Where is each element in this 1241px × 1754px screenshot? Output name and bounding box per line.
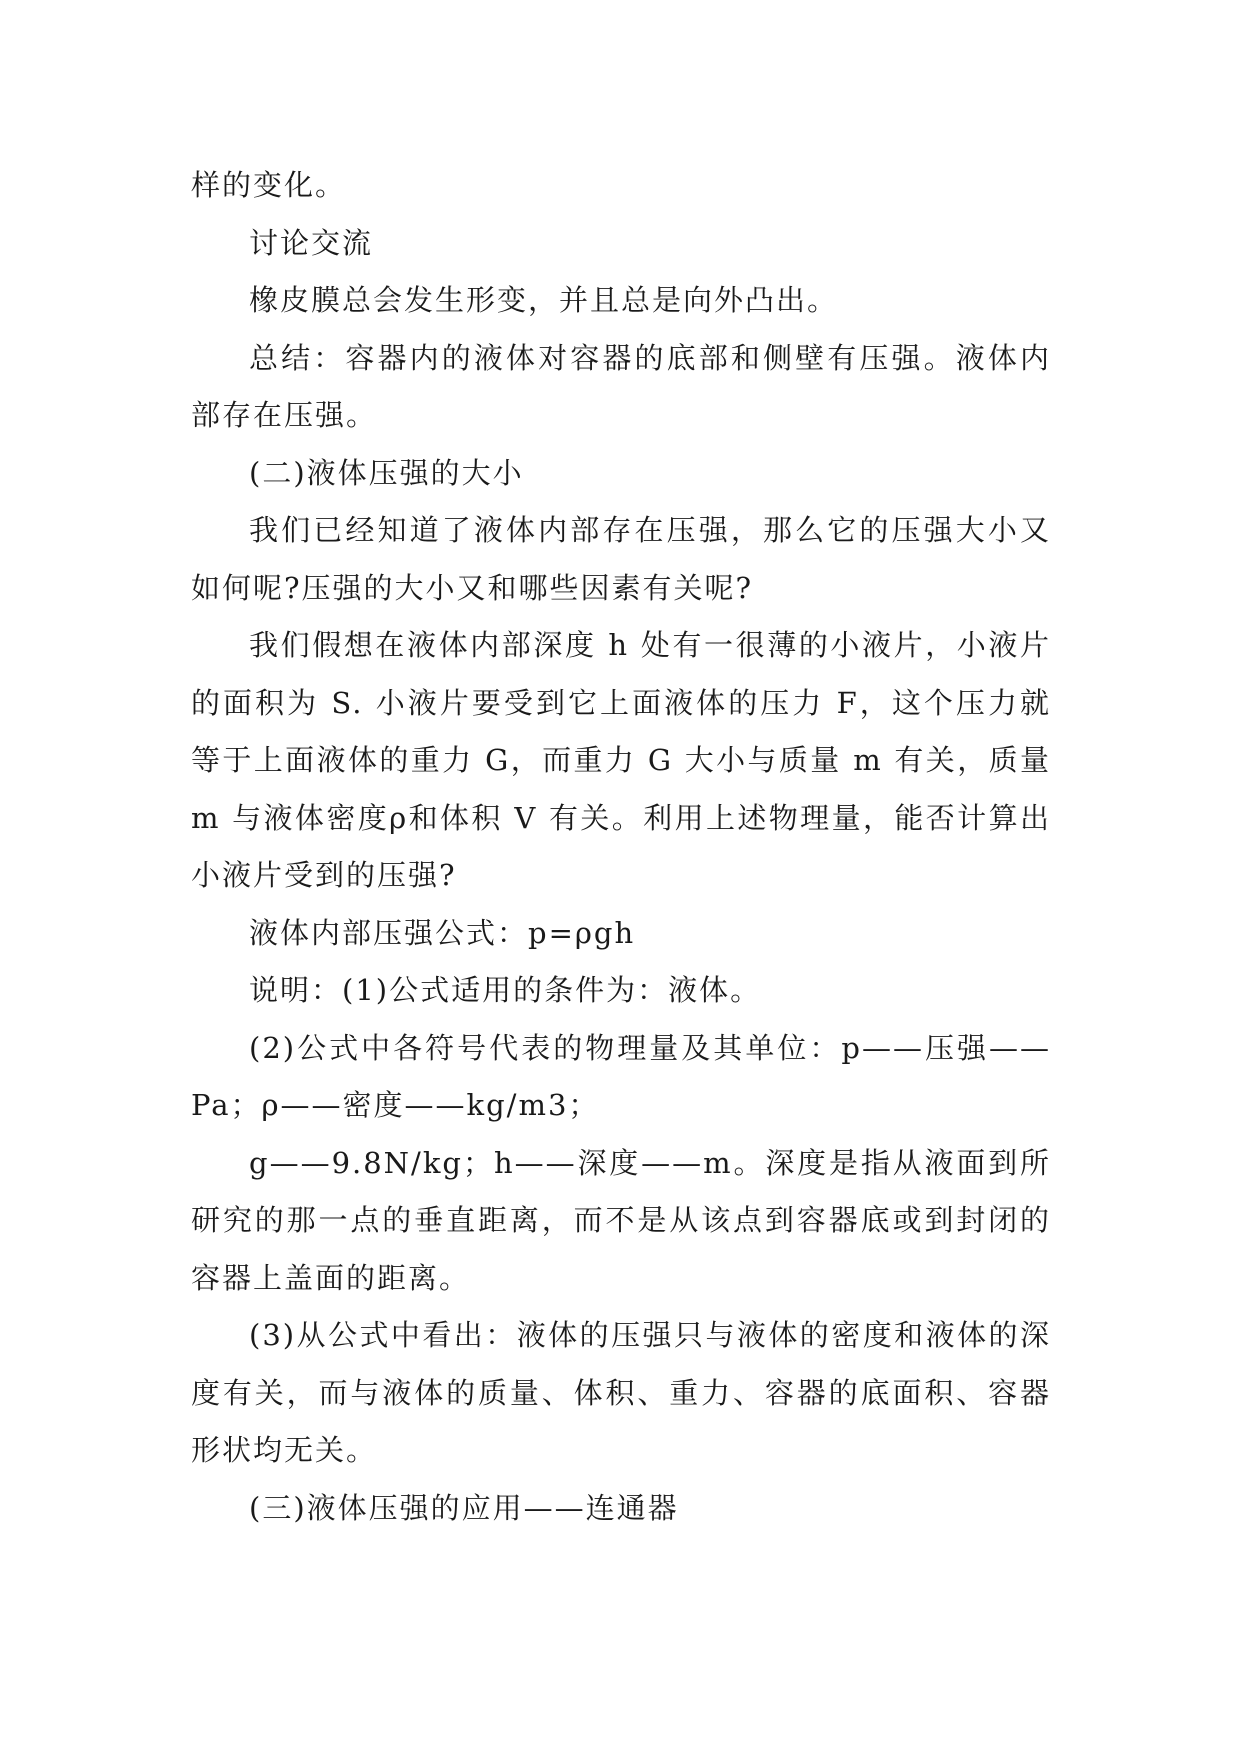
- paragraph-derivation: 我们假想在液体内部深度 h 处有一很薄的小液片，小液片的面积为 S. 小液片要受到它上面液体的压力 F，这个压力就等于上面液体的重力 G，而重力 G 大小与质量 m 有关，质量 m 与液体密度ρ和体积 V 有关。利用上述物理量，能否计算出小液片受到的压强?: [191, 628, 1051, 892]
- paragraph-summary: 总结：容器内的液体对容器的底部和侧壁有压强。液体内部存在压强。: [191, 340, 1051, 432]
- paragraph-note-2: (2)公式中各符号代表的物理量及其单位：p——压强——Pa；ρ——密度——kg/m3；: [191, 1030, 1051, 1122]
- paragraph-heading-discussion: 讨论交流: [249, 225, 374, 260]
- section-heading-pressure-magnitude: (二)液体压强的大小: [249, 455, 524, 490]
- paragraph-note-1: 说明：(1)公式适用的条件为：液体。: [249, 973, 762, 1007]
- paragraph-continuation: 样的变化。: [191, 168, 347, 202]
- paragraph-note-2-continued: g——9.8N/kg；h——深度——m。深度是指从液面到所研究的那一点的垂直距离，而不是从该点到容器底或到封闭的容器上盖面的距离。: [191, 1145, 1051, 1295]
- paragraph-question: 我们已经知道了液体内部存在压强，那么它的压强大小又如何呢?压强的大小又和哪些因素有关呢?: [191, 513, 1051, 605]
- paragraph-observation: 橡皮膜总会发生形变，并且总是向外凸出。: [249, 283, 839, 317]
- paragraph-note-3: (3)从公式中看出：液体的压强只与液体的密度和液体的深度有关，而与液体的质量、体积、重力、容器的底面积、容器形状均无关。: [191, 1318, 1051, 1467]
- paragraph-formula: 液体内部压强公式：p=ρgh: [249, 915, 636, 950]
- document-body: [191, 157, 1051, 1537]
- section-heading-application: (三)液体压强的应用——连通器: [249, 1490, 679, 1525]
